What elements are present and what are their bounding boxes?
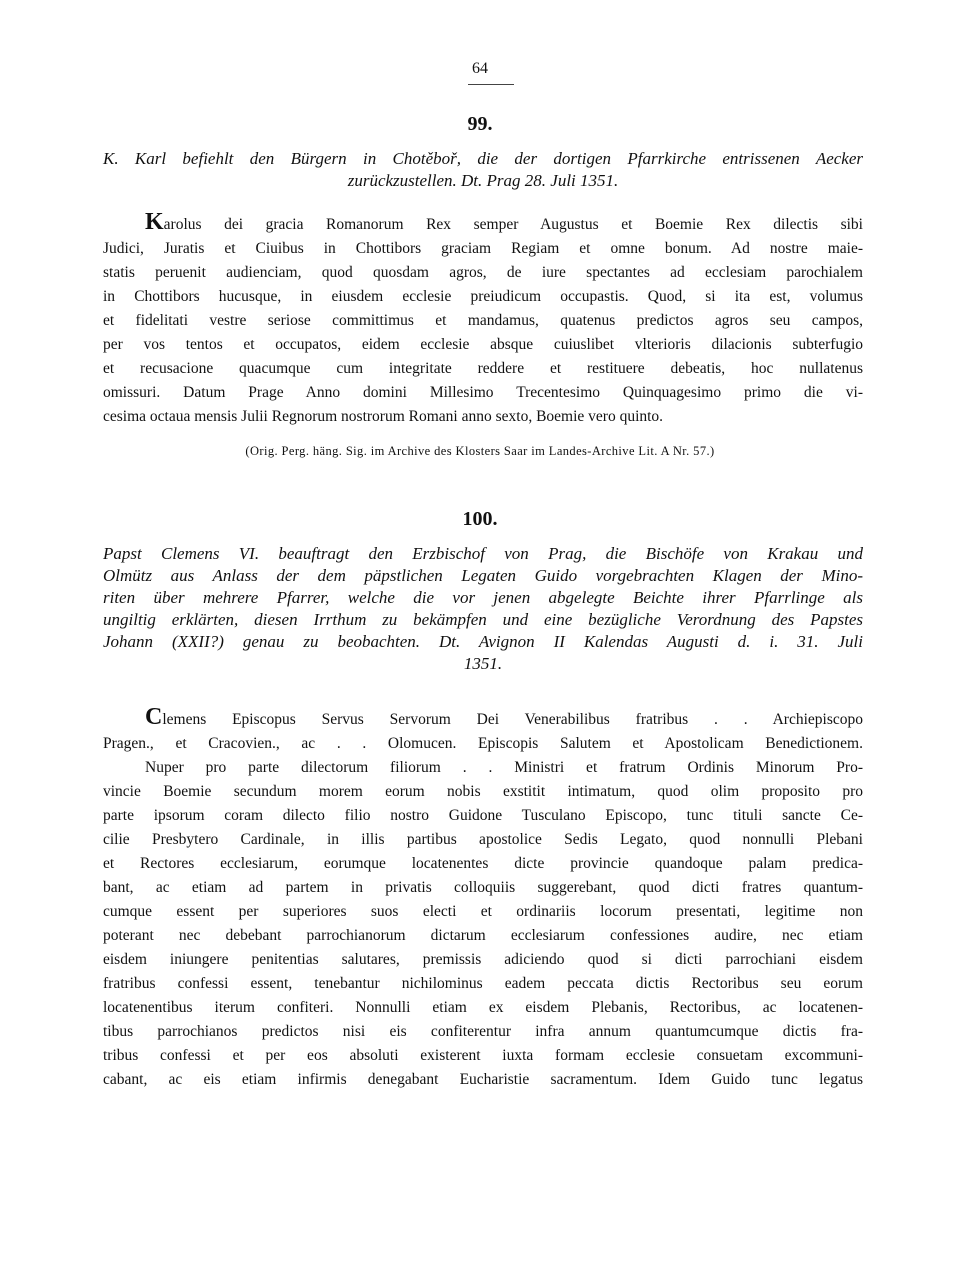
text-line: vincie Boemie secundum morem eorum nobis exstitit intimatum, quod olim proposito pro [103,783,863,800]
document-99-source-note: (Orig. Perg. häng. Sig. im Archive des Klosters Saar im Landes-Archive Lit. A Nr. 57.) [245,444,715,458]
title-line: 1351. [463,654,503,673]
text-line: et recusacione quacumque cum integritate reddere et restituere debeatis, hoc nullatenus [103,360,863,377]
text-line: eisdem iniungere penitentias salutares, premissis adiciendo quod si dicti parrochiani eisdem [103,951,863,968]
document-99-text [103,210,863,429]
document-100-number: 100. [462,508,498,530]
text-line: fratribus confessi essent, tenebantur nichilominus eadem peccata dictis Rectoribus seu eorum [103,975,863,992]
text-line: statis peruenit audienciam, quod quosdam agros, de iure spectantes ad ecclesiam parochialem [103,264,863,281]
text-line: cabant, ac eis etiam infirmis denegabant Eucharistie sacramentum. Idem Guido tunc legatus [103,1071,863,1088]
text-line: Karolus dei gracia Romanorum Rex semper Augustus et Boemie Rex dilectis sibi [145,209,863,235]
page-number: 64 [472,60,488,77]
text-line: omissuri. Datum Prage Anno domini Millesimo Trecentesimo Quinquagesimo primo die vi- [103,384,863,401]
title-line: Papst Clemens VI. beauftragt den Erzbischof von Prag, die Bischöfe von Krakau und [103,544,863,563]
document-100-text [103,705,863,1092]
text-line: cumque essent per superiores suos electi et ordinariis locorum presentati, legitime non [103,903,863,920]
text-line: et fidelitati vestre seriose committimus et mandamus, quatenus predictos agros seu campos, [103,312,863,329]
text-line: Clemens Episcopus Servus Servorum Dei Venerabilibus fratribus . . Archiepiscopo [145,704,863,730]
text-line: tribus confessi et per eos absoluti existerent iuxta formam ecclesie consuetam excommuni- [103,1047,863,1064]
text-line: Judici, Juratis et Ciuibus in Chottibors graciam Regiam et omne bonum. Ad nostre maie- [103,240,863,257]
title-line: zurückzustellen. Dt. Prag 28. Juli 1351. [347,171,619,190]
text-line: bant, ac etiam ad partem in privatis colloquiis suggerebant, quod dicti fratres quantum- [103,879,863,896]
title-line: K. Karl befiehlt den Bürgern in Chotěboř, die der dortigen Pfarrkirche entrissenen Aecker [103,149,863,168]
text-line: per vos tentos et occupatos, eidem ecclesie absque cuiuslibet vlterioris dilacionis subterfugio [103,336,863,353]
dropcap: K [145,209,164,235]
text-line: tibus parrochianos predictos nisi eis confiterentur infra annum quantumcumque dictis fra- [103,1023,863,1040]
document-99-title [103,148,863,192]
text-line: poterant nec debebant parrochianorum dictarum ecclesiarum confessiones audire, nec etiam [103,927,863,944]
title-line: Olmütz aus Anlass der dem päpstlichen Legaten Guido vorgebrachten Klagen der Mino- [103,566,863,585]
document-100-title [103,543,863,675]
page-number-rule [468,84,514,85]
dropcap: C [145,704,163,730]
text-line: parte ipsorum coram dilecto filio nostro Guidone Tusculano Episcopo, tunc tituli sancte Ce- [103,807,863,824]
title-line: riten über mehrere Pfarrer, welche die vor jenen abgelegte Beichte ihrer Pfarrlinge als [103,588,863,607]
text-line: cilie Presbytero Cardinale, in illis partibus apostolice Sedis Legato, quod nonnulli Plebani [103,831,863,848]
text-line: cesima octaua mensis Julii Regnorum nostrorum Romani anno sexto, Boemie vero quinto. [103,408,664,425]
text-line: Nuper pro parte dilectorum filiorum . . Ministri et fratrum Ordinis Minorum Pro- [145,759,863,776]
text-line: Pragen., et Cracovien., ac . . Olomucen. Episcopis Salutem et Apostolicam Benedictionem. [103,735,863,752]
text-line: et Rectores ecclesiarum, eorumque locatenentes dicte provincie quandoque palam predica- [103,855,863,872]
title-line: ungiltig erklärten, diesen Irrthum zu bekämpfen und eine bezügliche Verordnung des Papstes [103,610,863,629]
title-line: Johann (XXII?) genau zu beobachten. Dt. Avignon II Kalendas Augusti d. i. 31. Juli [103,632,863,651]
text-line: in Chottibors hucusque, in eiusdem ecclesie preiudicum occupastis. Quod, si ita est, volumus [103,288,863,305]
text-line: locatenentibus iterum confiteri. Nonnulli etiam ex eisdem Plebanis, Rectoribus, ac locatenen- [103,999,863,1016]
document-99-number: 99. [467,113,493,135]
